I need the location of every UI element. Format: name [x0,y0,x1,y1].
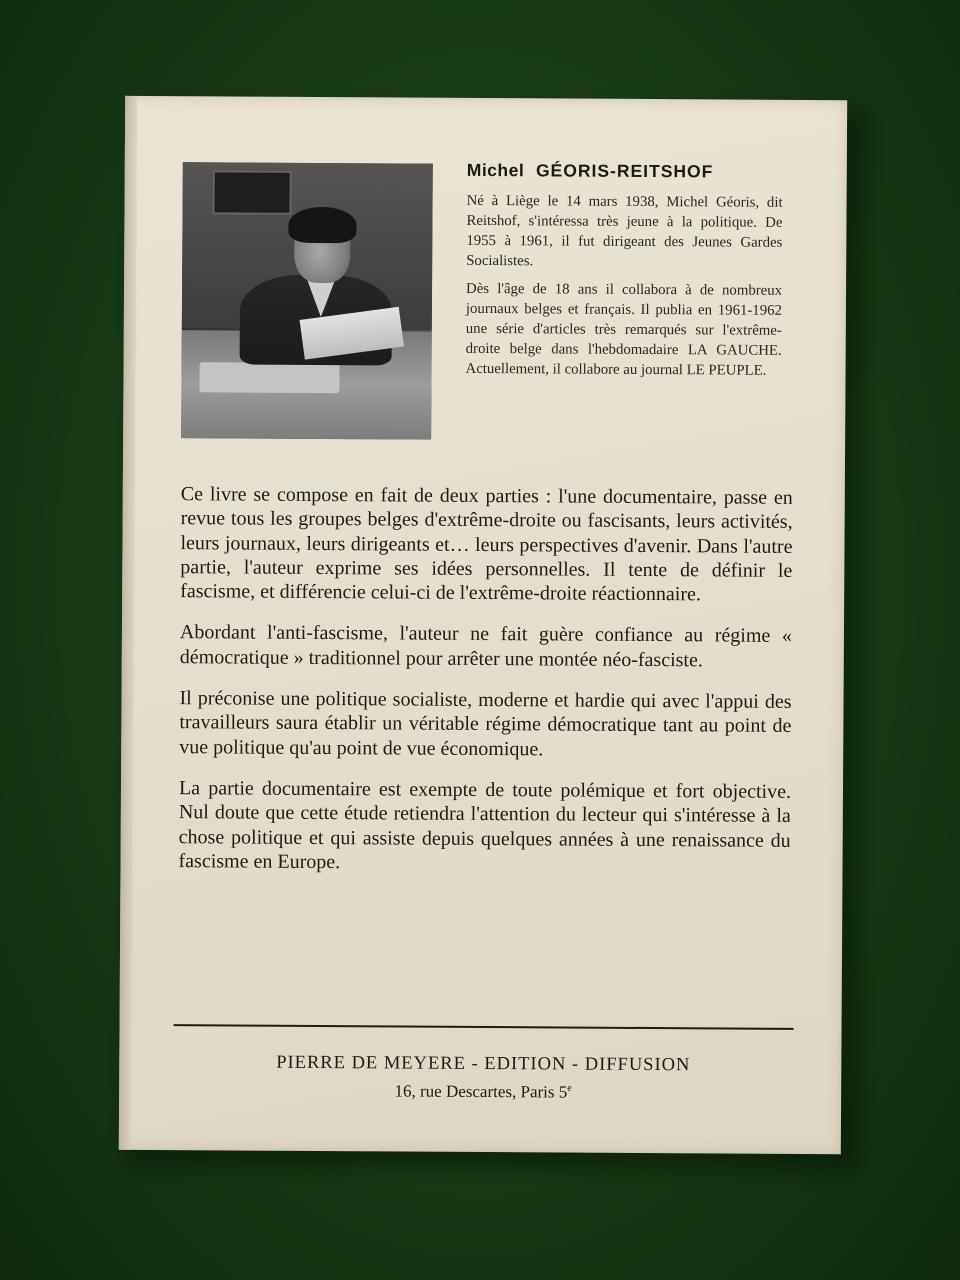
book-back-cover [119,96,847,1154]
author-bio-paragraph: Dès l'âge de 18 ans il collabora à de nombreux journaux belges et français. Il publia en 1961-1962 une série d'articles très remarqués sur l'extrême-droite belge dans l'hebdomadaire LA GAUCHE. Actuellement, il collabore au journal LE PEUPLE. [465,280,783,379]
book-description [178,482,792,894]
description-paragraph: La partie documentaire est exempte de toute polémique et fort objective. Nul doute que cette étude retiendra l'attention du lecteur qui s'intéresse à la chose politique et qui assiste depuis quelques années à une renaissance du fascisme en Europe. [178,777,792,873]
photo-author-hair [288,207,356,243]
photo-desk-item [199,362,339,393]
author-name [467,160,783,183]
description-paragraph: Ce livre se compose en fait de deux parties : l'une documentaire, passe en revue tous les groupes belges d'extrême-droite ou fascisants, leurs activités, leurs journaux, leurs dirigeants et… leurs perspectives d'avenir. Dans l'autre partie, l'auteur exprime ses idées personnelles. Il tente de définir le fascisme, et différencie celui-ci de l'extrême-droite réactionnaire. [180,483,793,606]
publisher-address [173,1080,793,1104]
description-paragraph: Il préconise une politique socialiste, moderne et hardie qui avec l'appui des travailleurs saura établir un véritable régime démocratique tant au point de vue politique qu'au point de vue économique. [179,687,792,761]
description-paragraph: Abordant l'anti-fascisme, l'auteur ne fait guère confiance au régime « démocratique » traditionnel pour arrêter une montée néo-fasciste. [179,621,793,672]
divider-rule [174,1024,794,1030]
author-block [465,160,782,389]
photo-wall-frame [213,170,292,214]
publisher-name: PIERRE DE MEYERE - EDITION - DIFFUSION [276,1052,691,1076]
author-last-name: GÉORIS-REITSHOF [535,160,714,182]
author-first-name: Michel [466,159,525,181]
author-bio-paragraph: Né à Liège le 14 mars 1938, Michel Géoris, dit Reitshof, s'intéressa très jeune à la politique. De 1955 à 1961, il fut dirigeant des Jeunes Gardes Socialistes. [466,192,783,270]
publisher-address-suffix: e [567,1082,572,1094]
author-photo [181,162,433,440]
cover-spine-edge [119,96,137,1150]
publisher-address-text: 16, rue Descartes, Paris 5 [394,1081,568,1102]
